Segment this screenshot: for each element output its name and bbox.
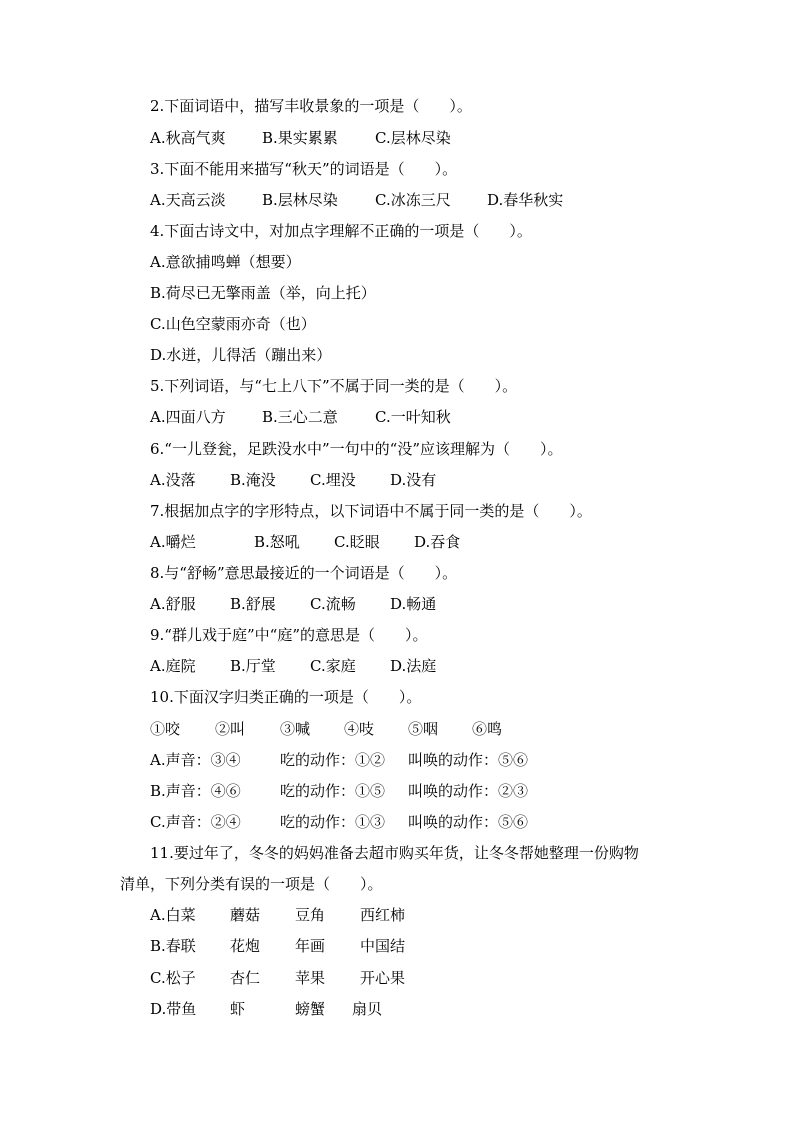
question-11-stem-line1: 11.要过年了，冬冬的妈妈准备去超市购买年货，让冬冬帮她整理一份购物 [150,844,639,862]
option-b: B.三心二意 [262,408,338,426]
question-6-stem: 6.“一儿登瓮，足跌没水中”一句中的“没”应该理解为（ ）。 [150,440,563,458]
question-8-stem: 8.与“舒畅”意思最接近的一个词语是（ ）。 [150,564,458,582]
option-a: A.秋高气爽 [150,129,226,147]
char-1: ①咬 [150,720,181,738]
call-group: 叫唤的动作：⑤⑥ [408,813,529,831]
sound-group: A.声音：③④ [150,751,241,769]
option-a: A.舒服 [150,595,196,613]
item-2: 蘑菇 [230,906,261,924]
option-c: C.眨眼 [334,533,380,551]
question-11-stem-line2: 清单，下列分类有误的一项是（ ）。 [120,875,383,893]
option-b: B.舒展 [230,595,276,613]
option-d: D.春华秋实 [487,191,564,209]
option-c: C.家庭 [310,657,356,675]
eat-group: 吃的动作：①③ [280,813,386,831]
option-c: C.埋没 [310,471,356,489]
option-c: C.一叶知秋 [375,408,451,426]
question-4-stem: 4.下面古诗文中，对加点字理解不正确的一项是（ ）。 [150,222,532,240]
char-5: ⑤咽 [408,720,439,738]
item-1: A.白菜 [150,906,196,924]
item-1: D.带鱼 [150,1000,197,1018]
char-3: ③喊 [280,720,311,738]
question-4-option-c: C.山色空蒙雨亦奇（也） [150,315,316,333]
option-d: D.没有 [390,471,437,489]
option-d: D.畅通 [390,595,437,613]
option-b: B.层林尽染 [262,191,338,209]
option-b: B.厅堂 [230,657,276,675]
item-4: 西红柿 [360,906,406,924]
option-a: A.嚼烂 [150,533,196,551]
item-4: 扇贝 [352,1000,383,1018]
item-3: 豆角 [295,906,326,924]
item-3: 螃蟹 [295,1000,326,1018]
item-2: 虾 [230,1000,246,1018]
question-4-option-d: D.水迸，儿得活（蹦出来） [150,346,332,364]
question-5-stem: 5.下列词语，与“七上八下”不属于同一类的是（ ）。 [150,377,518,395]
option-c: C.层林尽染 [375,129,451,147]
option-b: B.怒吼 [254,533,300,551]
option-c: C.冰冻三尺 [375,191,451,209]
call-group: 叫唤的动作：②③ [408,782,529,800]
option-a: A.庭院 [150,657,196,675]
question-4-option-a: A.意欲捕鸣蝉（想要） [150,253,301,271]
item-2: 花炮 [230,937,261,955]
item-4: 开心果 [360,969,406,987]
item-2: 杏仁 [230,969,261,987]
eat-group: 吃的动作：①⑤ [280,782,386,800]
item-1: B.春联 [150,937,196,955]
option-b: B.淹没 [230,471,276,489]
question-2-stem: 2.下面词语中，描写丰收景象的一项是（ ）。 [150,97,472,115]
question-3-stem: 3.下面不能用来描写“秋天”的词语是（ ）。 [150,160,458,178]
sound-group: B.声音：④⑥ [150,782,241,800]
question-4-option-b: B.荷尽已无擎雨盖（举，向上托） [150,284,376,302]
option-a: A.没落 [150,471,196,489]
item-3: 年画 [295,937,326,955]
call-group: 叫唤的动作：⑤⑥ [408,751,529,769]
char-4: ④吱 [344,720,375,738]
question-9-stem: 9.“群儿戏于庭”中“庭”的意思是（ ）。 [150,626,428,644]
option-a: A.天高云淡 [150,191,226,209]
sound-group: C.声音：②④ [150,813,241,831]
item-1: C.松子 [150,969,196,987]
option-d: D.吞食 [414,533,461,551]
item-3: 苹果 [295,969,326,987]
eat-group: 吃的动作：①② [280,751,386,769]
char-2: ②叫 [215,720,246,738]
item-4: 中国结 [360,937,406,955]
option-a: A.四面八方 [150,408,226,426]
question-10-stem: 10.下面汉字归类正确的一项是（ ）。 [150,688,422,706]
question-7-stem: 7.根据加点字的字形特点，以下词语中不属于同一类的是（ ）。 [150,502,592,520]
option-b: B.果实累累 [262,129,338,147]
option-c: C.流畅 [310,595,356,613]
char-6: ⑥鸣 [472,720,503,738]
option-d: D.法庭 [390,657,437,675]
